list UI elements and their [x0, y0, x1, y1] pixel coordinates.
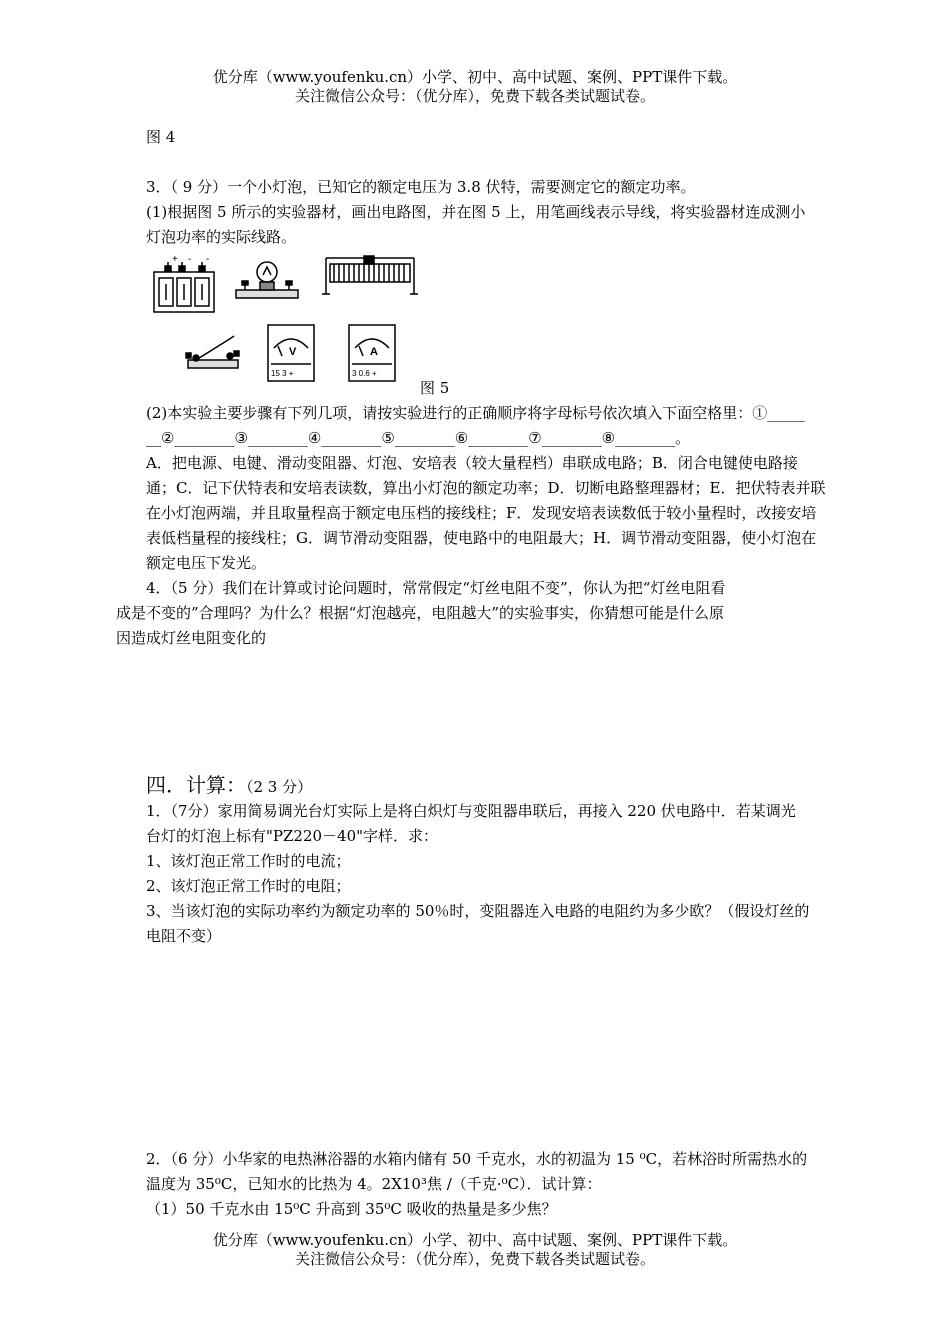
q4-line: 4．（5 分）我们在计算或讨论问题时，常常假定“灯丝电阻不变”，你认为把“灯丝电阻看	[146, 579, 726, 597]
q3-title: 3．（ 9 分）一个小灯泡，已知它的额定电压为 3.8 伏特，需要测定它的额定功率。	[146, 178, 696, 196]
svg-text:-: -	[188, 254, 192, 265]
q3-step-line: 额定电压下发光。	[146, 554, 267, 572]
svg-text:+: +	[172, 254, 178, 265]
q4-line: 成是不变的”合理吗？为什么？根据“灯泡越亮，电阻越大”的实验事实，你猜想可能是什么原	[116, 604, 725, 622]
c2-line1: 2．（6 分）小华家的电热淋浴器的水箱内储有 50 千克水，水的初温为 15 ⁰C，若林浴时所需热水的	[146, 1150, 808, 1168]
q4-line: 因造成灯丝电阻变化的	[116, 629, 267, 647]
q3-part1-line1: (1)根据图 5 所示的实验器材，画出电路图，并在图 5 上，用笔画线表示导线，将实验器材连成测小	[146, 203, 806, 221]
ammeter-scale: 3 0.6 +	[352, 369, 377, 378]
voltmeter-scale: 15 3 +	[271, 369, 294, 378]
battery-pack-image	[154, 254, 214, 312]
lamp-holder-image	[236, 262, 298, 298]
c1-line: 1、该灯泡正常工作时的电流；	[146, 852, 351, 870]
section-4-points: （2 3 分）	[246, 778, 313, 796]
c1-line: 台灯的灯泡上标有"PZ220－40"字样．求：	[146, 827, 439, 845]
footer-line-1: 优分库（www.youfenku.cn）小学、初中、高中试题、案例、PPT课件下载。	[212, 1231, 738, 1249]
q3-step-line: 在小灯泡两端，并且取量程高于额定电压档的接线柱；F．发现安培表读数低于较小量程时，改接安培	[146, 504, 817, 522]
c1-line: 1．（7分）家用简易调光台灯实际上是将白炽灯与变阻器串联后，再接入 220 伏电路中．若某调光	[146, 802, 796, 820]
q3-step-line: A．把电源、电键、滑动变阻器、灯泡、安培表（较大量程档）串联成电路；B．闭合电键使电路接	[146, 454, 798, 472]
section-4-heading	[146, 769, 312, 798]
footer-line-2: 关注微信公众号：（优分库），免费下载各类试题试卷。	[294, 1250, 655, 1268]
rheostat-image	[322, 256, 418, 294]
header-line-2: 关注微信公众号：（优分库），免费下载各类试题试卷。	[294, 87, 655, 105]
q3-step-line: 通；C．记下伏特表和安培表读数，算出小灯泡的额定功率；D．切断电路整理器材；E．把伏特表并联	[146, 479, 826, 497]
q3-part2-line2: __②________③________④________⑤________⑥________⑦________⑧________。	[146, 429, 691, 447]
voltmeter-letter: V	[289, 346, 297, 358]
figure-4-caption: 图 4	[146, 128, 176, 146]
c1-line: 3、当该灯泡的实际功率约为额定功率的 50％时，变阻器连入电路的电阻约为多少欧？（假设灯丝的	[146, 902, 810, 920]
c2-line3: （1）50 千克水由 15⁰C 升高到 35⁰C 吸收的热量是多少焦？	[146, 1200, 557, 1218]
ammeter-letter: A	[370, 346, 378, 358]
c1-line: 电阻不变）	[146, 927, 222, 945]
c1-line: 2、该灯泡正常工作时的电阻；	[146, 877, 351, 895]
switch-image	[186, 336, 239, 368]
section-4-title: 四．计算：	[146, 773, 246, 797]
q3-part2-line1: (2)本实验主要步骤有下列几项，请按实验进行的正确顺序将字母标号依次填入下面空格里：①_____	[146, 404, 805, 422]
svg-text:-: -	[206, 254, 210, 265]
figure-5-caption: 图 5	[420, 379, 450, 397]
c2-line2: 温度为 35⁰C，已知水的比热为 4。2X10³焦 /（千克·⁰C）．试计算：	[146, 1175, 602, 1193]
q3-part1-line2: 灯泡功率的实际线路。	[146, 228, 297, 246]
header-line-1: 优分库（www.youfenku.cn）小学、初中、高中试题、案例、PPT课件下载。	[212, 68, 738, 86]
q3-step-line: 表低档量程的接线柱；G．调节滑动变阻器，使电路中的电阻最大；H．调节滑动变阻器，使小灯泡在	[146, 529, 817, 547]
figure-5	[150, 252, 450, 392]
